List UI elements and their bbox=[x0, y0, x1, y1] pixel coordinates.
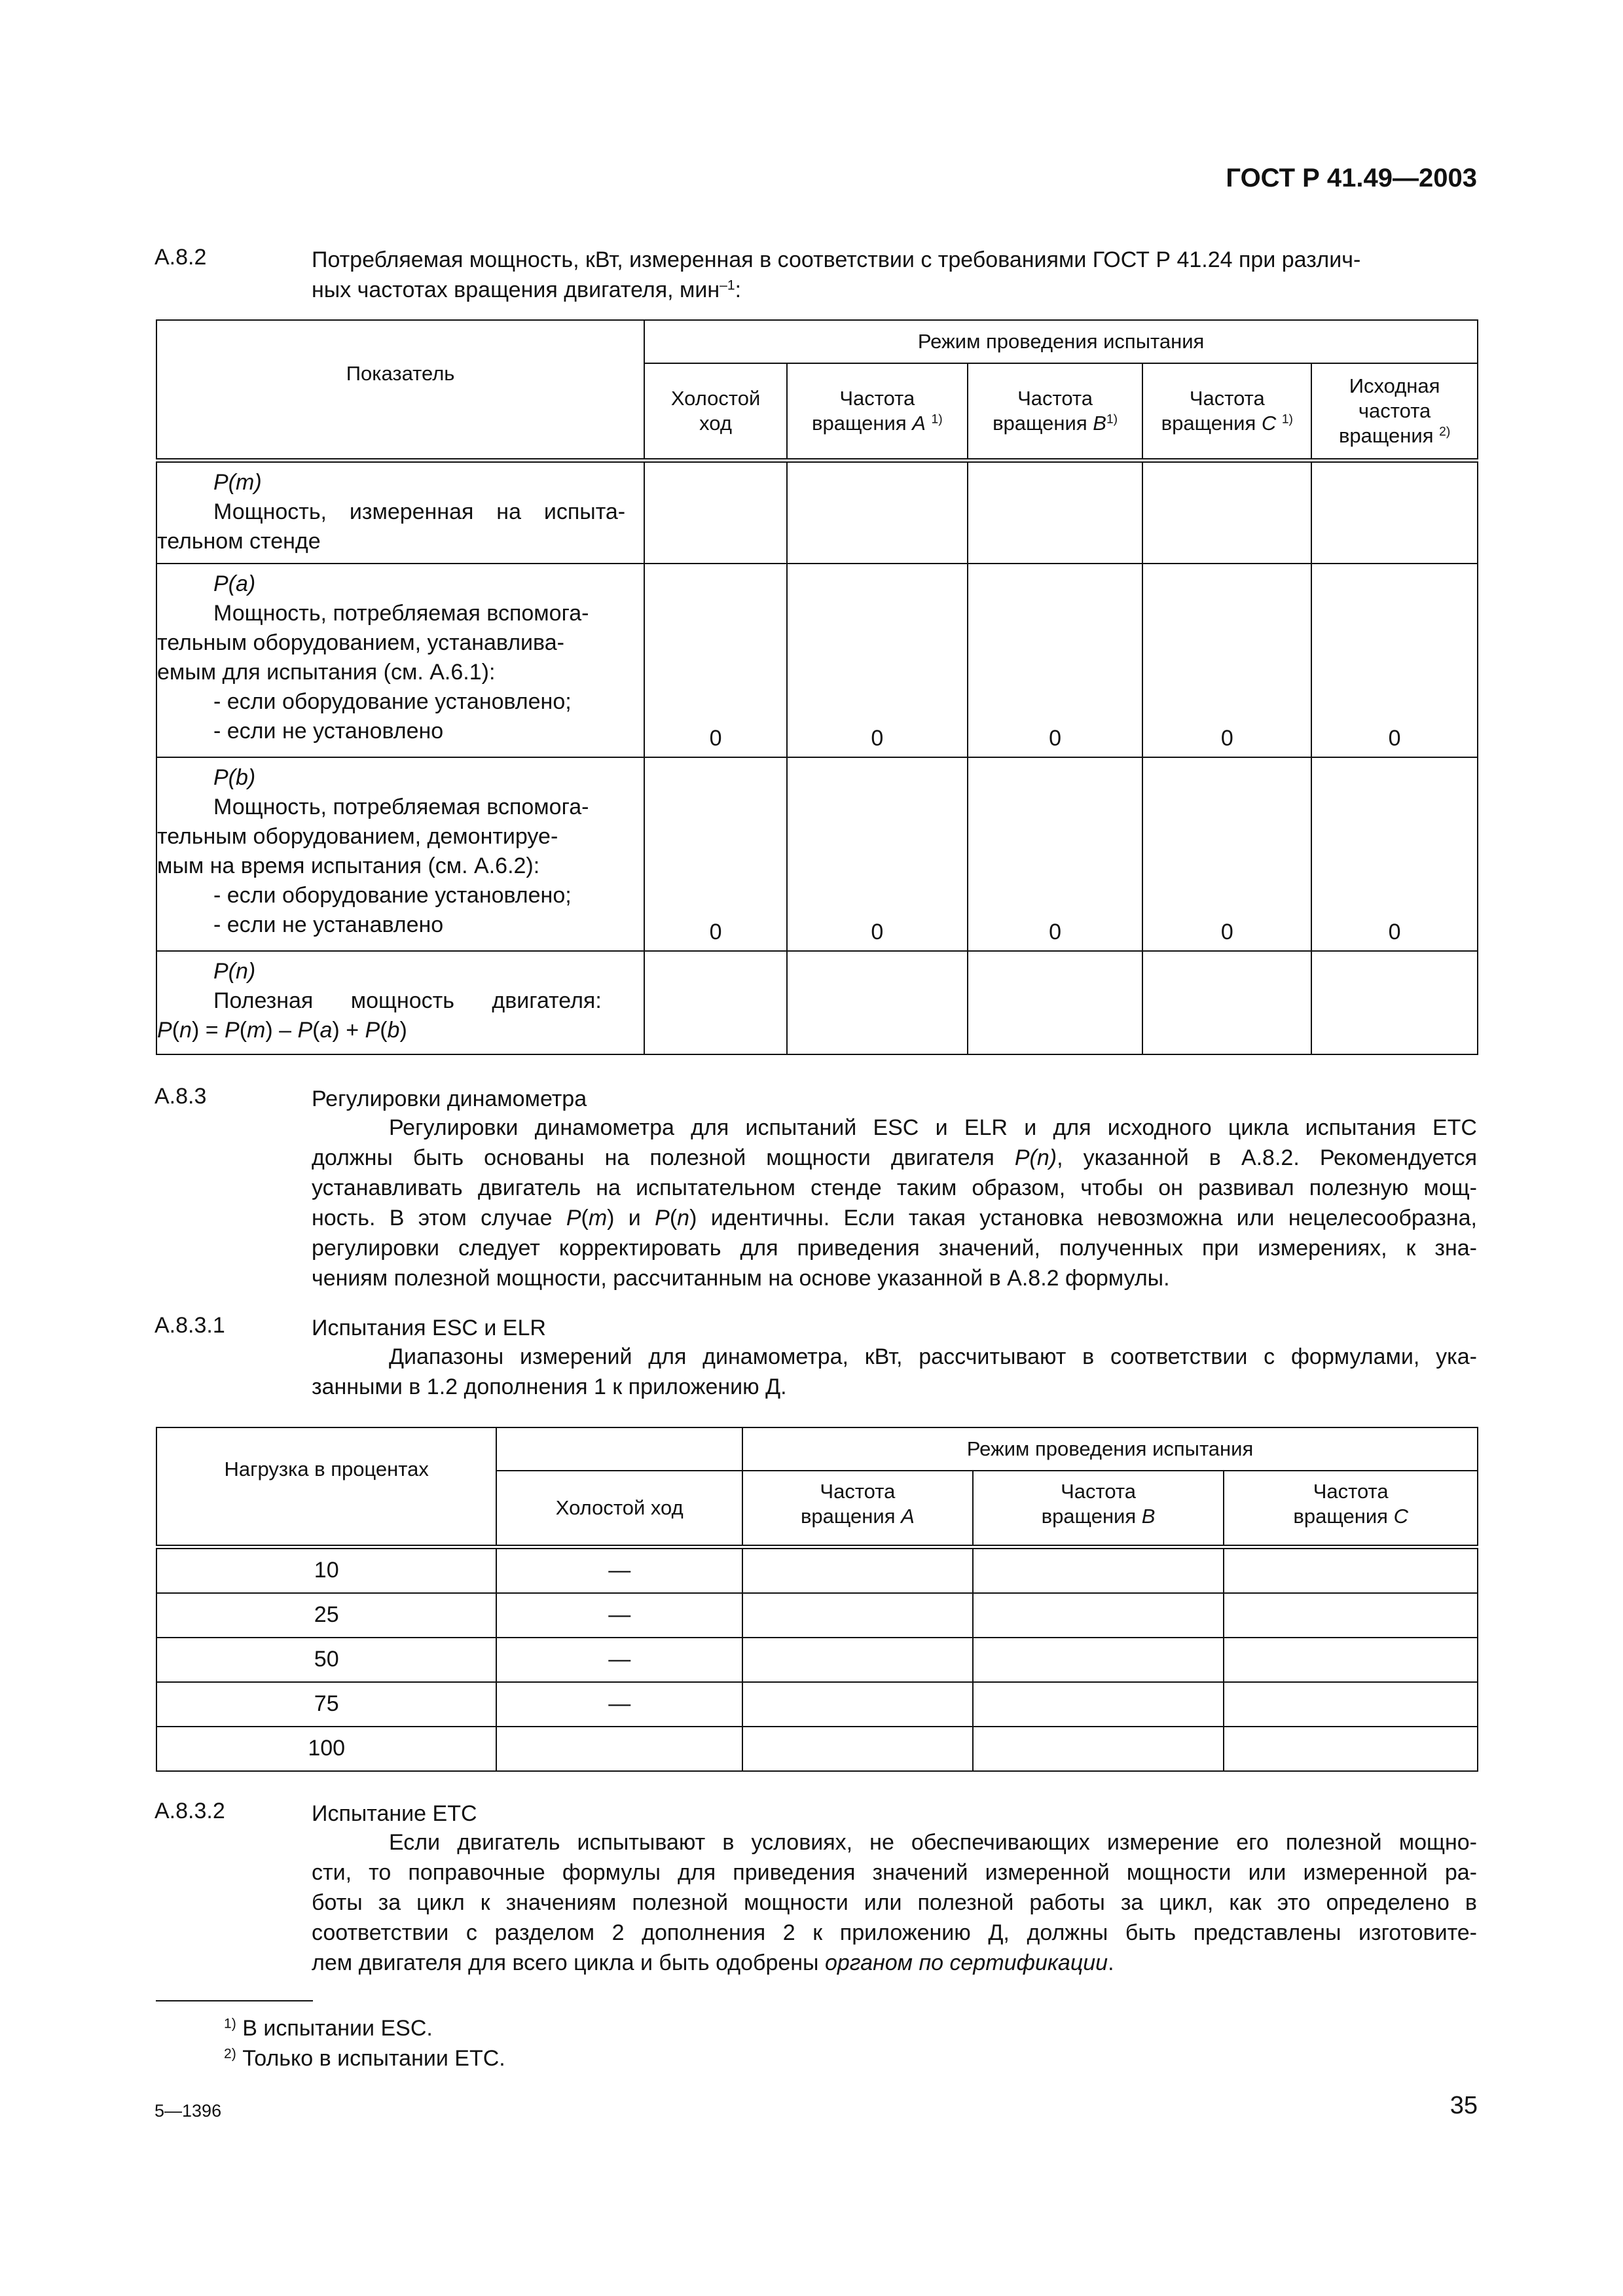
col-idle: Холостой ход bbox=[496, 1471, 742, 1547]
cell-value bbox=[1311, 460, 1478, 564]
row-pn-label bbox=[156, 951, 644, 1054]
a831-line: занными в 1.2 дополнения 1 к приложению Д. bbox=[312, 1374, 787, 1399]
cell-value: 0 bbox=[1142, 564, 1311, 757]
footnote-mark: 2) bbox=[224, 2046, 236, 2062]
a832-line: Если двигатель испытывают в условиях, не обеспечивающих измерение его полезной мощно- bbox=[389, 1830, 1477, 1855]
footnote-mark: 1) bbox=[224, 2016, 236, 2032]
cell-value: 0 bbox=[968, 564, 1143, 757]
col-idle-l2: ход bbox=[699, 411, 732, 435]
col-b-letter: B bbox=[1093, 411, 1106, 435]
col-indicator-header: Показатель bbox=[156, 320, 644, 460]
cell-value: — bbox=[496, 1682, 742, 1727]
row-symbol: P(n) bbox=[213, 959, 256, 984]
section-a83-title: Регулировки динамометра bbox=[312, 1086, 587, 1111]
standard-number: ГОСТ Р 41.49—2003 bbox=[1226, 164, 1477, 192]
table-row bbox=[156, 1638, 1478, 1682]
cell-value bbox=[973, 1727, 1224, 1771]
section-a82-text bbox=[312, 245, 1477, 305]
section-number-a82: A.8.2 bbox=[155, 245, 207, 270]
a832-last-pre: лем двигателя для всего цикла и быть одобрены bbox=[312, 1950, 825, 1975]
col-b-note: 1) bbox=[1106, 412, 1118, 427]
row-line: мым на время испытания (см. А.6.2): bbox=[157, 853, 540, 878]
col-idle bbox=[644, 363, 787, 460]
row-pa-label bbox=[156, 564, 644, 757]
table-row bbox=[156, 1727, 1478, 1771]
col-a-l2: вращения bbox=[812, 411, 913, 435]
group-header: Режим проведения испытания bbox=[644, 320, 1478, 363]
col-c-note: 1) bbox=[1281, 412, 1293, 427]
cell-value: — bbox=[496, 1547, 742, 1593]
cell-load: 75 bbox=[156, 1682, 496, 1727]
row-line: тельном стенде bbox=[157, 528, 321, 554]
row-line: тельным оборудованием, устанавлива- bbox=[157, 630, 564, 655]
footnote-text: В испытании ESC. bbox=[236, 2016, 433, 2041]
row-line: - если оборудование установлено; bbox=[213, 883, 572, 908]
col-speed-c bbox=[1224, 1471, 1478, 1547]
cell-value bbox=[973, 1638, 1224, 1682]
cell-value bbox=[1224, 1593, 1478, 1638]
row-line: - если не установлено bbox=[213, 719, 444, 744]
table-row bbox=[156, 1682, 1478, 1727]
cell-value: 0 bbox=[644, 564, 787, 757]
cell-value: — bbox=[496, 1593, 742, 1638]
a832-line: соответствии с разделом 2 дополнения 2 к приложению Д, должны быть представлены изготовите- bbox=[312, 1920, 1477, 1945]
col-a-note: 1) bbox=[931, 412, 943, 427]
row-line: - если оборудование установлено; bbox=[213, 689, 572, 714]
col-a-letter: A bbox=[912, 411, 926, 435]
col-a-l2: вращения bbox=[800, 1505, 902, 1528]
cell-value bbox=[1224, 1682, 1478, 1727]
cell-value bbox=[1142, 951, 1311, 1054]
a83-line: должны быть основаны на полезной мощности двигателя P(n), указанной в А.8.2. Рекомендуется bbox=[312, 1145, 1478, 1170]
col-speed-c bbox=[1142, 363, 1311, 460]
row-line: емым для испытания (см. А.6.1): bbox=[157, 660, 496, 685]
footnote-2 bbox=[224, 2046, 505, 2072]
cell-value bbox=[742, 1638, 973, 1682]
col-speed-b bbox=[968, 363, 1143, 460]
a83-line: ность. В этом случае P(m) и P(n) идентичны. Если такая установка невозможна или нецелесообразна, bbox=[312, 1206, 1478, 1230]
col-init-l2: вращения bbox=[1338, 423, 1434, 447]
a832-last-line bbox=[312, 1948, 1477, 1978]
col-init-l1b: частота bbox=[1358, 399, 1431, 422]
cell-value bbox=[1224, 1547, 1478, 1593]
a83-line: регулировки следует корректировать для приведения значений, полученных при измерениях, к зна- bbox=[312, 1236, 1477, 1261]
cell-value bbox=[742, 1682, 973, 1727]
power-table bbox=[156, 319, 1478, 1055]
row-symbol: P(m) bbox=[213, 469, 262, 495]
row-line: Мощность, потребляемая вспомога- bbox=[213, 795, 589, 819]
cell-value: 0 bbox=[644, 757, 787, 951]
a83-line: чениям полезной мощности, рассчитанным на основе указанной в А.8.2 формулы. bbox=[312, 1266, 1170, 1291]
cell-value bbox=[973, 1682, 1224, 1727]
section-a831-title: Испытания ESC и ELR bbox=[312, 1316, 546, 1340]
table-row bbox=[156, 757, 1478, 951]
row-pb-label bbox=[156, 757, 644, 951]
cell-load: 50 bbox=[156, 1638, 496, 1682]
row-line: Мощность, измеренная на испыта- bbox=[213, 499, 626, 524]
row-symbol: P(a) bbox=[213, 571, 256, 596]
col-load-header: Нагрузка в процентах bbox=[156, 1427, 496, 1547]
table-row bbox=[156, 1547, 1478, 1593]
group-spacer bbox=[496, 1427, 742, 1471]
row-pm-label bbox=[156, 460, 644, 564]
page-number: 35 bbox=[1450, 2092, 1478, 2119]
section-number-a83: A.8.3 bbox=[155, 1084, 207, 1109]
load-table bbox=[156, 1427, 1478, 1772]
col-b-l2: вращения bbox=[993, 411, 1093, 435]
pn-formula: P(n) = P(m) – P(a) + P(b) bbox=[157, 1018, 407, 1043]
a82-line1: Потребляемая мощность, кВт, измеренная в соответствии с требованиями ГОСТ Р 41.24 при различ- bbox=[312, 247, 1361, 272]
cell-value bbox=[644, 951, 787, 1054]
table-row bbox=[156, 564, 1478, 757]
footnote-separator bbox=[156, 2000, 313, 2001]
a832-last-post: . bbox=[1108, 1950, 1114, 1975]
col-c-letter: C bbox=[1261, 411, 1277, 435]
table-row bbox=[156, 460, 1478, 564]
row-line: тельным оборудованием, демонтируе- bbox=[157, 824, 558, 849]
row-symbol: P(b) bbox=[213, 765, 256, 790]
a83-line: устанавливать двигатель на испытательном стенде таким образом, чтобы он развивал полезную мощ- bbox=[312, 1175, 1477, 1200]
group-header: Режим проведения испытания bbox=[742, 1427, 1478, 1471]
col-a-letter: A bbox=[901, 1505, 915, 1528]
col-c-l1: Частота bbox=[1313, 1480, 1389, 1503]
section-number-a832: A.8.3.2 bbox=[155, 1799, 225, 1823]
section-a831-body bbox=[312, 1342, 1477, 1402]
col-b-letter: B bbox=[1141, 1505, 1156, 1528]
col-speed-b bbox=[973, 1471, 1224, 1547]
col-init-l1: Исходная bbox=[1349, 374, 1440, 397]
cell-load: 100 bbox=[156, 1727, 496, 1771]
table-row bbox=[156, 1593, 1478, 1638]
a82-line2-pre: ных частотах вращения двигателя, мин bbox=[312, 278, 720, 302]
section-a83-body bbox=[312, 1113, 1477, 1293]
cell-value: 0 bbox=[787, 564, 968, 757]
a832-last-italic: органом по сертификации bbox=[824, 1950, 1108, 1975]
footnote-1 bbox=[224, 2016, 433, 2041]
footnote-text: Только в испытании ETC. bbox=[236, 2046, 505, 2071]
a82-line2 bbox=[312, 275, 1477, 305]
col-init-note: 2) bbox=[1439, 425, 1451, 439]
cell-value bbox=[1311, 951, 1478, 1054]
cell-value bbox=[742, 1727, 973, 1771]
cell-value bbox=[968, 460, 1143, 564]
cell-value bbox=[973, 1547, 1224, 1593]
col-c-letter: C bbox=[1393, 1505, 1408, 1528]
cell-value bbox=[787, 460, 968, 564]
col-b-l1: Частота bbox=[1061, 1480, 1136, 1503]
a83-line: Регулировки динамометра для испытаний ESC и ELR и для исходного цикла испытания ETC bbox=[389, 1115, 1477, 1140]
cell-value: 0 bbox=[1311, 564, 1478, 757]
col-b-l2: вращения bbox=[1041, 1505, 1142, 1528]
col-a-l1: Частота bbox=[820, 1480, 896, 1503]
cell-value: 0 bbox=[787, 757, 968, 951]
section-number-a831: A.8.3.1 bbox=[155, 1313, 225, 1338]
section-a832-body bbox=[312, 1827, 1477, 1978]
col-idle-l1: Холостой bbox=[670, 386, 761, 410]
a82-line2-post: : bbox=[735, 278, 742, 302]
a832-line: сти, то поправочные формулы для приведения значений измеренной мощности или измеренной ра- bbox=[312, 1860, 1477, 1885]
col-c-l2: вращения bbox=[1293, 1505, 1394, 1528]
row-line: - если не устанавлено bbox=[213, 912, 444, 937]
table-row bbox=[156, 951, 1478, 1054]
col-speed-a bbox=[742, 1471, 973, 1547]
cell-value: 0 bbox=[968, 757, 1143, 951]
a832-line: боты за цикл к значениям полезной мощности или полезной работы за цикл, как это определено в bbox=[312, 1890, 1477, 1915]
row-line: Полезная мощность двигателя: bbox=[213, 988, 602, 1013]
cell-value: 0 bbox=[1311, 757, 1478, 951]
col-initial-speed bbox=[1311, 363, 1478, 460]
cell-value bbox=[742, 1593, 973, 1638]
section-a832-title: Испытание ETC bbox=[312, 1801, 477, 1826]
cell-value bbox=[968, 951, 1143, 1054]
cell-value bbox=[787, 951, 968, 1054]
cell-value bbox=[742, 1547, 973, 1593]
col-c-l1: Частота bbox=[1189, 386, 1265, 410]
cell-value bbox=[1142, 460, 1311, 564]
cell-value bbox=[1224, 1727, 1478, 1771]
cell-value bbox=[644, 460, 787, 564]
cell-value bbox=[1224, 1638, 1478, 1682]
col-b-l1: Частота bbox=[1017, 386, 1093, 410]
cell-load: 25 bbox=[156, 1593, 496, 1638]
print-code: 5—1396 bbox=[155, 2101, 222, 2121]
cell-value bbox=[496, 1727, 742, 1771]
cell-value: 0 bbox=[1142, 757, 1311, 951]
col-a-l1: Частота bbox=[839, 386, 915, 410]
cell-value bbox=[973, 1593, 1224, 1638]
cell-value: — bbox=[496, 1638, 742, 1682]
a831-line: Диапазоны измерений для динамометра, кВт, рассчитывают в соответствии с формулами, ука- bbox=[389, 1344, 1477, 1369]
a82-line2-sup: –1 bbox=[720, 278, 735, 293]
cell-load: 10 bbox=[156, 1547, 496, 1593]
col-speed-a bbox=[787, 363, 968, 460]
col-c-l2: вращения bbox=[1161, 411, 1262, 435]
row-line: Мощность, потребляемая вспомога- bbox=[213, 601, 589, 626]
